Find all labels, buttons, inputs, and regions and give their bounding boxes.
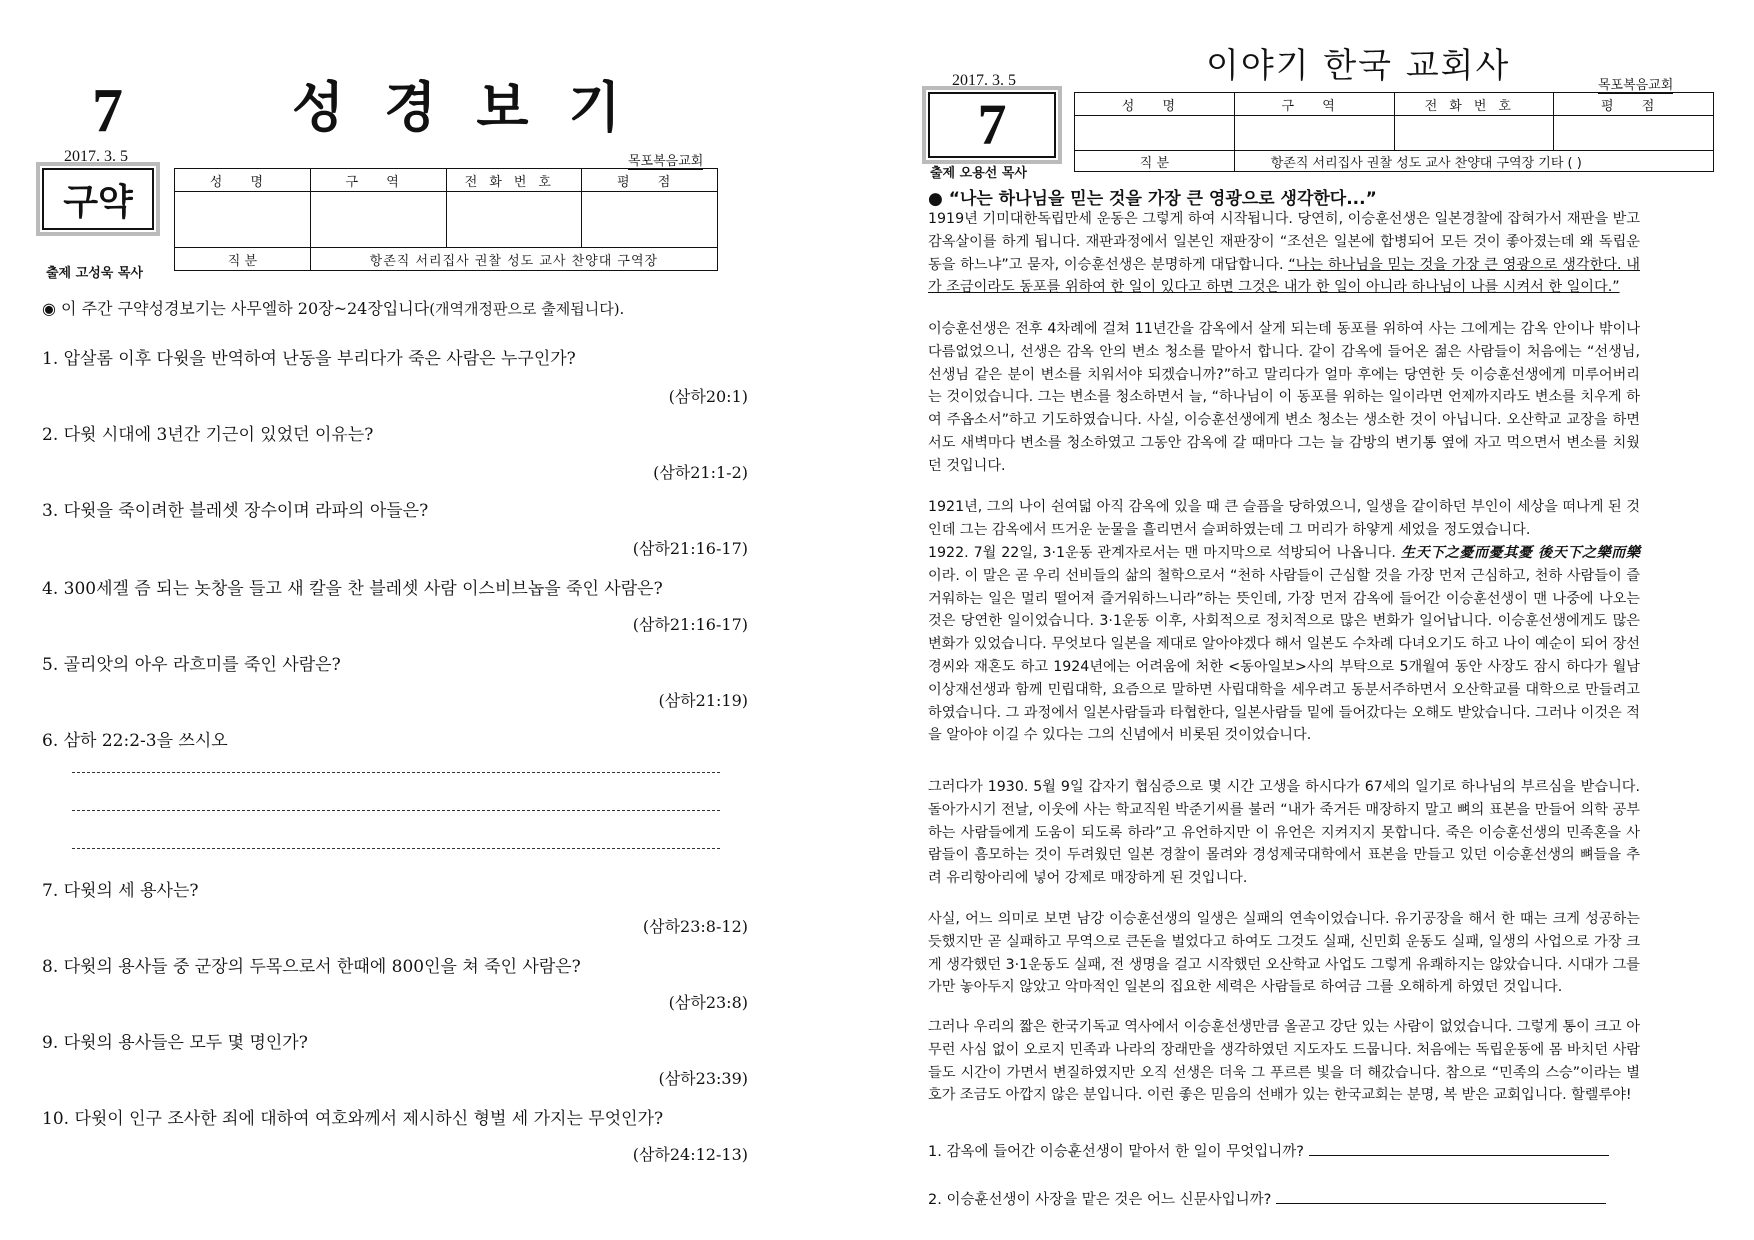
info-table xyxy=(174,168,718,271)
date: 2017. 3. 5 xyxy=(64,148,128,165)
paragraph-1-text: 1919년 기미대한독립만세 운동은 그렇게 하여 시작됩니다. 당연히, 이승훈선생은 일본경찰에 잡혀가서 재판을 받고 감옥살이를 하게 됩니다. 재판과정에서 일본인 재판장이 “조선은 일본에 합병되어 모든 것이 좋아졌는데 왜 독립운동을 하느냐”고 묻자, 이승훈선생은 분명하게 대답합니다. xyxy=(928,211,1640,273)
right-role-label: 직 분 xyxy=(1075,151,1235,172)
name-header: 성 명 xyxy=(175,169,311,192)
question-10-ref: (삼하24:12-13) xyxy=(632,1145,748,1164)
question-10: 10. 다윗이 인구 조사한 죄에 대하여 여호와께서 제시하신 형벌 세 가지는 무엇인가? xyxy=(42,1109,664,1129)
paragraph-1-quote: “나는 하나님을 믿는 것을 가장 큰 영광으로 생각한다. 내가 조금이라도 동포를 위하여 한 일이 있다고 하면 그것은 내가 한 일이 아니라 하나님이 나를 시켜서 한 일이다.” xyxy=(928,256,1641,296)
question-5: 5. 골리앗의 아우 라흐미를 죽인 사람은? xyxy=(42,655,341,675)
right-name-field[interactable] xyxy=(1075,116,1235,151)
author: 출제 고성욱 목사 xyxy=(46,266,143,281)
right-week-number: 7 xyxy=(977,92,1007,157)
phone-field[interactable] xyxy=(446,192,582,248)
answer-line-2[interactable] xyxy=(72,810,720,811)
testament-label: 구약 xyxy=(63,181,133,223)
paragraph-3b-rest: 이라. 이 말은 곧 우리 선비들의 삶의 철학으로서 “천하 사람들이 근심할 것을 가장 먼저 근심하고, 천하 사람들이 즐거워하는 일은 멀리 떨어져 즐거워하느니라”하는 뜻인데, 가장 먼저 감옥에 들어간 이승훈선생이 맨 나중에 나오는 것은 당연한 일이었습니다. 3·1운동 이후, 사회적으로 정치적으로 많은 변화가 일어납니다. 이승훈선생에게도 많은 변화가 있었습니다. 무엇보다 일본을 제대로 알아야겠다 해서 일본도 수차례 다녀오기도 하고 나이 예순이 되어 장선경씨와 재혼도 하고 1924년에는 어려움에 처한 <동아일보>사의 부탁으로 5개월여 동안 사장도 잠시 하다가 월남 이상재선생과 함께 민립대학, 요즘으로 말하면 사립대학을 세우려고 동분서주하면서 오산학교를 대학으로 만들려고 하였습니다. 그 과정에서 일본사람들과 타협한다, 일본사람들 밑에 들어갔다는 오해도 받았습니다. 그러나 이것은 적을 알아야 이길 수 있다는 그의 신념에서 비롯된 것이었습니다. xyxy=(928,567,1640,744)
answer-line-3[interactable] xyxy=(72,848,720,849)
right-question-1 xyxy=(928,1140,1609,1161)
right-info-table xyxy=(1074,92,1714,172)
paragraph-2: 이승훈선생은 전후 4차례에 걸쳐 11년간을 감옥에서 살게 되는데 동포를 위하여 사는 그에게는 감옥 안이나 밖이나 다름없었으니, 선생은 감옥 안의 변소 청소를 맡아서 합니다. 같이 감옥에 들어온 젊은 사람들이 처음에는 “선생님, 선생님 같은 분이 변소를 치워서야 되겠습니까?”하고 말리다가 얼마 후에는 당연한 듯 이승훈선생에게 미루어버리는 것이었습니다. 그는 변소를 청소하면서 늘, “하나님이 이 동포를 위하는 일이라면 언제까지라도 변소를 치우게 하여 주옵소서”하고 기도하였습니다. 사실, 이승훈선생에게 변소 청소는 생소한 것이 아닙니다. 오산학교 교장을 하면서도 새벽마다 변소를 청소하였고 그동안 감옥에 갈 때마다 그는 늘 감방의 변기통 옆에 자고 먹으면서 변소를 치웠던 것입니다. xyxy=(928,321,1640,474)
paragraph-6: 그러나 우리의 짧은 한국기독교 역사에서 이승훈선생만큼 올곧고 강단 있는 사람이 없었습니다. 그렇게 통이 크고 아무런 사심 없이 오로지 민족과 나라의 장래만을 생각하였던 지도자도 드뭅니다. 처음에는 독립운동에 몸 바치던 사람들도 시간이 가면서 변질하였지만 오직 선생은 더욱 그 푸르른 빛을 더 해갔습니다. 참으로 “민족의 스승”이라는 별호가 조금도 아깝지 않은 분입니다. 이런 좋은 믿음의 선배가 있는 한국교회는 분명, 복 받은 교회입니다. 할렐루야! xyxy=(928,1019,1640,1104)
right-answer-1[interactable] xyxy=(1309,1155,1609,1156)
church-name: 목포복음교회 xyxy=(628,150,703,170)
right-district-field[interactable] xyxy=(1234,116,1394,151)
right-question-2-text: 2. 이승훈선생이 사장을 맡은 것은 어느 신문사입니까? xyxy=(928,1192,1272,1208)
paragraph-1 xyxy=(928,208,1640,299)
district-header: 구 역 xyxy=(310,169,446,192)
question-4: 4. 300세겔 즘 되는 놋창을 들고 새 칼을 찬 블레셋 사람 이스비브놉을 죽인 사람은? xyxy=(42,579,663,599)
question-3: 3. 다윗을 죽이려한 블레셋 장수이며 라파의 아들은? xyxy=(42,501,429,521)
right-date: 2017. 3. 5 xyxy=(952,72,1016,89)
right-phone-field[interactable] xyxy=(1394,116,1554,151)
question-2: 2. 다윗 시대에 3년간 기근이 있었던 이유는? xyxy=(42,425,374,445)
right-week-box xyxy=(928,92,1056,158)
page-title: 성경보기 xyxy=(292,75,661,139)
question-8: 8. 다윗의 용사들 중 군장의 두목으로서 한때에 800인을 쳐 죽인 사람은? xyxy=(42,957,581,977)
question-1: 1. 압살롬 이후 다윗을 반역하여 난동을 부리다가 죽은 사람은 누구인가? xyxy=(42,349,576,369)
role-label: 직 분 xyxy=(175,248,311,271)
phone-header: 전화번호 xyxy=(446,169,582,192)
right-question-1-text: 1. 감옥에 들어간 이승훈선생이 맡아서 한 일이 무엇입니까? xyxy=(928,1144,1304,1160)
paragraph-3b-hanja: 生天下之憂而憂其憂 後天下之樂而樂 xyxy=(1400,545,1640,561)
right-church: 목포복음교회 xyxy=(1598,74,1673,94)
score-header: 평 점 xyxy=(582,169,718,192)
paragraph-3b-text: 1922. 7월 22일, 3·1운동 관계자로서는 맨 마지막으로 석방되어 나옵니다. xyxy=(928,545,1401,561)
question-7: 7. 다윗의 세 용사는? xyxy=(42,881,199,901)
district-field[interactable] xyxy=(310,192,446,248)
name-field[interactable] xyxy=(175,192,311,248)
paragraph-5: 사실, 어느 의미로 보면 남강 이승훈선생의 일생은 실패의 연속이었습니다. 유기공장을 해서 한 때는 크게 성공하는 듯했지만 곧 실패하고 무역으로 큰돈을 벌었다고 하여도 그것도 실패, 신민회 운동도 실패, 일생의 사업으로 가장 크게 생각했던 3·1운동도 실패, 전 생명을 걸고 시작했던 오산학교 사업도 그렇게 유쾌하지는 않았습니다. 시대가 그를 가만 놓아두지 않았고 악마적인 일본의 집요한 세력은 사람들로 하여금 그를 오해하게 하였던 것입니다. xyxy=(928,911,1640,996)
right-question-2 xyxy=(928,1188,1606,1209)
week-number: 7 xyxy=(92,77,123,145)
paragraph-4: 그러다가 1930. 5월 9일 갑자기 협심증으로 몇 시간 고생을 하시다가 67세의 일기로 하나님의 부르심을 받습니다. 돌아가시기 전날, 이웃에 사는 학교직원 박준기씨를 불러 “내가 죽거든 매장하지 말고 뼈의 표본을 만들어 의학 공부하는 사람들에게 도움이 되도록 하라”고 유언하지만 이 유언은 지켜지지 못합니다. 죽은 이승훈선생의 민족혼을 사람들이 흠모하는 것이 두려웠던 일본 경찰이 몰려와 경성제국대학에서 표본을 만들고 있던 이승훈선생의 뼈들을 추려 유리항아리에 넣어 강제로 매장하게 된 것입니다. xyxy=(928,779,1640,887)
question-4-ref: (삼하21:16-17) xyxy=(632,615,748,634)
right-role-options[interactable]: 항존직 서리집사 권찰 성도 교사 찬양대 구역장 기타 ( ) xyxy=(1234,151,1713,172)
right-title: 이야기 한국 교회사 xyxy=(1206,46,1511,86)
question-9: 9. 다윗의 용사들은 모두 몇 명인가? xyxy=(42,1033,308,1053)
question-9-ref: (삼하23:39) xyxy=(658,1069,748,1088)
question-7-ref: (삼하23:8-12) xyxy=(642,917,748,936)
notice xyxy=(42,296,624,319)
right-score-field[interactable] xyxy=(1554,116,1714,151)
question-5-ref: (삼하21:19) xyxy=(658,691,748,710)
right-phone-header: 전화번호 xyxy=(1394,93,1554,116)
question-8-ref: (삼하23:8) xyxy=(668,993,748,1012)
notice-sub: (개역개정판으로 출제됩니다). xyxy=(429,300,625,318)
right-answer-2[interactable] xyxy=(1276,1203,1606,1204)
score-field[interactable] xyxy=(582,192,718,248)
notice-main: ◉ 이 주간 구약성경보기는 사무엘하 20장~24장입니다 xyxy=(42,299,430,318)
testament-box xyxy=(42,168,154,230)
question-1-ref: (삼하20:1) xyxy=(668,387,748,406)
answer-line-1[interactable] xyxy=(72,772,720,773)
question-6: 6. 삼하 22:2-3을 쓰시오 xyxy=(42,731,228,751)
paragraph-3b xyxy=(928,542,1640,747)
paragraph-3a: 1921년, 그의 나이 쉰여덟 아직 감옥에 있을 때 큰 슬픔을 당하였으니, 일생을 같이하던 부인이 세상을 떠나게 된 것인데 그는 감옥에서 뜨거운 눈물을 흘리면서 슬퍼하였는데 그 머리가 하얗게 세었을 정도였습니다. xyxy=(928,499,1640,538)
right-score-header: 평 점 xyxy=(1554,93,1714,116)
question-2-ref: (삼하21:1-2) xyxy=(653,463,748,482)
question-3-ref: (삼하21:16-17) xyxy=(632,539,748,558)
right-name-header: 성 명 xyxy=(1075,93,1235,116)
right-district-header: 구 역 xyxy=(1234,93,1394,116)
right-author: 출제 오용선 목사 xyxy=(930,166,1027,181)
story-heading: ● “나는 하나님을 믿는 것을 가장 큰 영광으로 생각한다...” xyxy=(928,189,1377,209)
role-options[interactable]: 항존직 서리집사 권찰 성도 교사 찬양대 구역장 xyxy=(310,248,717,271)
